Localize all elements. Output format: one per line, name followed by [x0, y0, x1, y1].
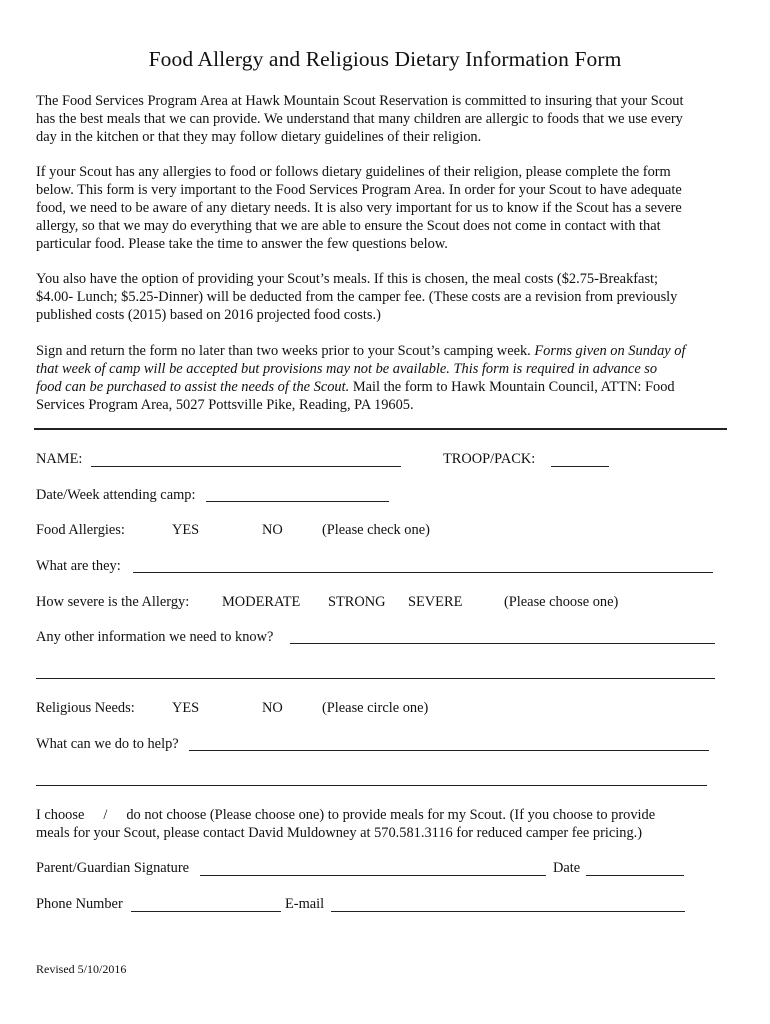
text-line: $4.00- Lunch; $5.25-Dinner) will be deducted from the camper fee. (These costs are a revision from previously: [36, 289, 678, 305]
severity-strong-option[interactable]: STRONG: [328, 594, 386, 610]
other-info-field[interactable]: [290, 643, 715, 644]
circle-one-hint: (Please circle one): [322, 700, 429, 716]
troop-pack-field[interactable]: [551, 466, 609, 467]
text-italic: food can be purchased to assist the needs of the Scout.: [36, 379, 350, 395]
name-field[interactable]: [91, 466, 401, 467]
text-line: food, we need to be aware of any dietary needs. It is also very important for us to know if the Scout has a severe: [36, 200, 682, 216]
check-one-hint: (Please check one): [322, 522, 430, 538]
signature-field[interactable]: [200, 875, 546, 876]
text-line: day in the kitchen or that they may follow dietary guidelines of their religion.: [36, 129, 482, 145]
severity-moderate-option[interactable]: MODERATE: [222, 594, 301, 610]
date-week-field[interactable]: [206, 501, 389, 502]
religious-no-option[interactable]: NO: [262, 700, 283, 716]
text-line: [36, 342, 736, 360]
text-normal: Sign and return the form no later than two weeks prior to your Scout’s camping week.: [36, 343, 535, 359]
phone-label: Phone Number: [36, 896, 123, 912]
text-normal: Mail the form to Hawk Mountain Council, ATTN: Food: [349, 379, 675, 395]
text-italic: Forms given on Sunday of: [534, 343, 686, 359]
date-label: Date: [553, 860, 581, 876]
food-allergies-yes-option[interactable]: YES: [172, 522, 200, 538]
choose-option[interactable]: I choose: [36, 807, 85, 823]
help-label: What can we do to help?: [36, 736, 179, 752]
revision-date: Revised 5/10/2016: [36, 962, 127, 976]
email-label: E-mail: [285, 896, 325, 912]
other-info-field-continued[interactable]: [36, 678, 715, 679]
text-line: allergy, so that we may do everything that we are able to ensure the Scout does not come in contact with that: [36, 218, 661, 234]
text-line: [36, 378, 736, 396]
intro-paragraph: [36, 92, 736, 146]
page-title: Food Allergy and Religious Dietary Information Form: [148, 47, 622, 71]
religious-needs-label: Religious Needs:: [36, 700, 135, 716]
meal-cost-paragraph: [36, 270, 736, 324]
help-field[interactable]: [189, 750, 709, 751]
severity-severe-option[interactable]: SEVERE: [408, 594, 463, 610]
troop-pack-label: TROOP/PACK:: [443, 451, 536, 467]
other-info-label: Any other information we need to know?: [36, 629, 274, 645]
date-field[interactable]: [586, 875, 684, 876]
food-allergies-label: Food Allergies:: [36, 522, 125, 538]
text-line: You also have the option of providing your Scout’s meals. If this is chosen, the meal costs ($2.75-Breakfast;: [36, 271, 659, 287]
email-field[interactable]: [331, 911, 685, 912]
choose-one-hint: (Please choose one): [504, 594, 619, 610]
allergies-description-field[interactable]: [133, 572, 713, 573]
what-are-they-label: What are they:: [36, 558, 121, 574]
text-line: below. This form is very important to the Food Services Program Area. In order for your Scout to have adequate: [36, 182, 682, 198]
religious-yes-option[interactable]: YES: [172, 700, 200, 716]
choose-line: [36, 807, 655, 824]
help-field-continued[interactable]: [36, 785, 707, 786]
text-line: published costs (2015) based on 2016 projected food costs.): [36, 307, 381, 323]
section-divider: [34, 428, 727, 430]
return-instructions-paragraph: [36, 342, 736, 414]
severity-label: How severe is the Allergy:: [36, 594, 190, 610]
text-line: that week of camp will be accepted but provisions may not be available. This form is required in advance so: [36, 361, 658, 377]
text-line: Services Program Area, 5027 Pottsville Pike, Reading, PA 19605.: [36, 397, 414, 413]
contact-info-text: meals for your Scout, please contact David Muldowney at 570.581.3116 for reduced camper fee pricing.): [36, 825, 643, 841]
phone-field[interactable]: [131, 911, 281, 912]
signature-label: Parent/Guardian Signature: [36, 860, 190, 876]
name-label: NAME:: [36, 451, 83, 467]
text-line: If your Scout has any allergies to food or follows dietary guidelines of their religion, please complete the form: [36, 164, 671, 180]
instructions-paragraph: [36, 163, 736, 253]
text-line: The Food Services Program Area at Hawk Mountain Scout Reservation is committed to insuring that your Scout: [36, 93, 684, 109]
do-not-choose-option[interactable]: do not choose (Please choose one) to provide meals for my Scout. (If you choose to provide: [126, 807, 656, 823]
text-line: particular food. Please take the time to answer the few questions below.: [36, 236, 448, 252]
text-line: has the best meals that we can provide. We understand that many children are allergic to foods that we use every: [36, 111, 683, 127]
choose-separator: /: [103, 807, 108, 823]
date-week-label: Date/Week attending camp:: [36, 487, 196, 503]
food-allergies-no-option[interactable]: NO: [262, 522, 283, 538]
